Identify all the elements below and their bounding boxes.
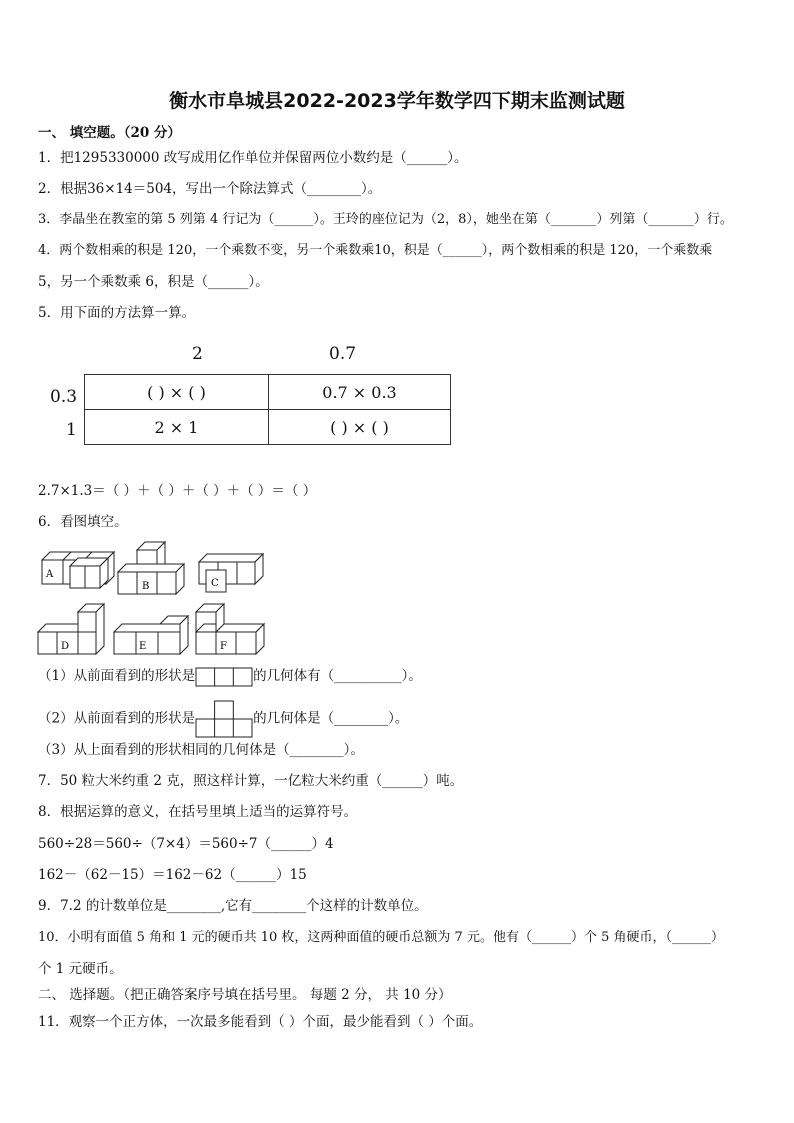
question-3: 3．李晶坐在教室的第 5 列第 4 行记为（______）。王玲的座位记为（2，8），她坐在第（_______）列第（_______）行。: [38, 212, 733, 227]
question-8-a: 560÷28＝560÷（7×4）＝560÷7（______）4: [38, 836, 334, 852]
grid-cell-1-2: 0.7 × 0.3: [269, 375, 451, 410]
question-6-1-suffix: 的几何体有（__________）。: [253, 668, 422, 684]
shape-a-label: A: [46, 569, 54, 580]
question-5: 5．用下面的方法算一算。: [38, 305, 196, 321]
shape-c-figure: [199, 554, 263, 592]
shape-d-figure: [38, 604, 104, 654]
question-10-line1: 10．小明有面值 5 角和 1 元的硬币共 10 枚，这两种面值的硬币总额为 7 元。他有（______）个 5 角硬币，（______）: [38, 930, 724, 945]
grid-cell-2-2: ( ) × ( ): [269, 410, 451, 445]
question-6-2-prefix: （2）从前面看到的形状是: [38, 710, 196, 727]
cube-figures-row-2: [36, 600, 271, 660]
grid-cell-1-1: ( ) × ( ): [85, 375, 269, 410]
question-6-3: （3）从上面看到的形状相同的几何体是（________）。: [38, 742, 364, 758]
shape-e-figure: [114, 616, 188, 654]
shape-b-figure: [118, 542, 184, 594]
question-2: 2．根据36×14＝504，写出一个除法算式（________）。: [38, 181, 382, 197]
question-4-line1: 4．两个数相乘的积是 120，一个乘数不变，另一个乘数乘10，积是（______），两个数相乘的积是 120，一个乘数乘: [38, 243, 713, 258]
section-1-heading: 一、 填空题。（20 分）: [38, 125, 181, 141]
question-8-b: 162－（62－15）＝162－62（______）15: [38, 867, 307, 883]
page-title: 衡水市阜城县2022-2023学年数学四下期末监测试题: [169, 90, 625, 112]
question-4-line2: 5，另一个乘数乘 6，积是（______）。: [38, 274, 269, 290]
question-11: 11．观察一个正方体，一次最多能看到（ ）个面，最少能看到（ ）个面。: [38, 1014, 483, 1030]
grid-row-header-2: 1: [66, 420, 77, 440]
shape-f-figure: [196, 604, 264, 654]
question-7: 7．50 粒大米约重 2 克，照这样计算，一亿粒大米约重（______）吨。: [38, 773, 464, 789]
grid-cell-2-1: 2 × 1: [85, 410, 269, 445]
question-6-2-suffix: 的几何体是（________）。: [253, 710, 409, 727]
question-6-1-prefix: （1）从前面看到的形状是: [38, 668, 196, 684]
question-5-equation: 2.7×1.3＝（ ）＋（ ）＋（ ）＋（ ）＝（ ）: [38, 483, 317, 499]
grid-col-header-1: 2: [192, 344, 203, 364]
multiplication-grid: [84, 374, 451, 445]
question-9: 9．7.2 的计数单位是________,它有________个这样的计数单位。: [38, 898, 428, 914]
question-10-line2: 个 1 元硬币。: [38, 961, 123, 977]
question-6: 6．看图填空。: [38, 514, 128, 530]
shape-c-label: C: [211, 578, 219, 589]
question-6-1: [38, 664, 422, 687]
shape-e-label: E: [139, 641, 147, 652]
question-6-2: [38, 700, 408, 738]
section-2-heading: 二、 选择题。（把正确答案序号填在括号里。 每题 2 分， 共 10 分）: [38, 987, 452, 1003]
question-8: 8．根据运算的意义，在括号里填上适当的运算符号。: [38, 804, 358, 820]
front-view-three-squares-icon: [195, 667, 253, 687]
shape-f-label: F: [220, 641, 227, 652]
question-1: 1．把1295330000 改写成用亿作单位并保留两位小数约是（______）。: [38, 150, 468, 166]
grid-row-header-1: 0.3: [50, 387, 78, 407]
shape-b-label: B: [142, 581, 150, 592]
shape-d-label: D: [61, 641, 70, 652]
grid-col-header-2: 0.7: [329, 344, 357, 364]
front-view-t-shape-icon: [195, 700, 253, 738]
